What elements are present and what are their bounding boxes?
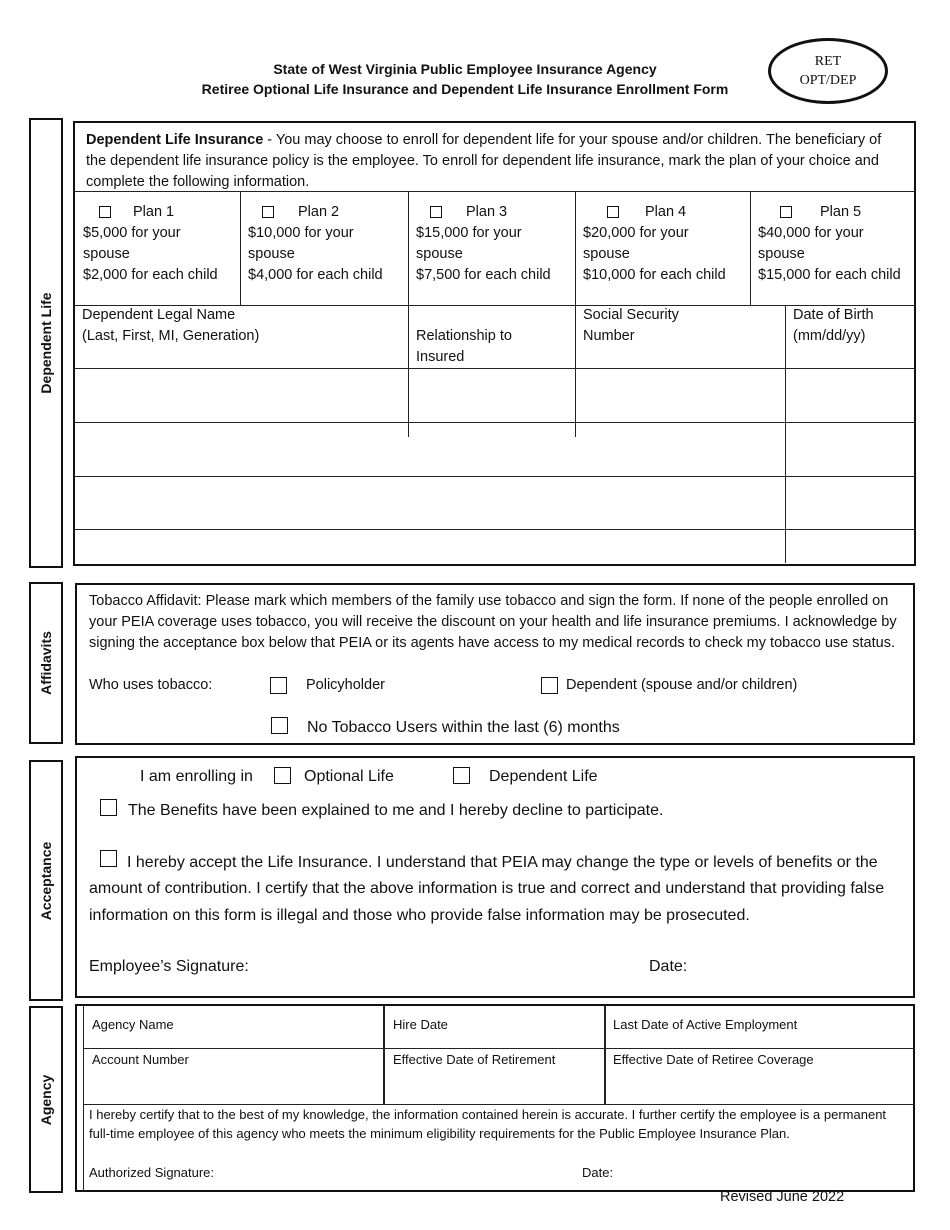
plan-spouse-label: spouse — [758, 246, 805, 262]
section-label-agency — [29, 1006, 63, 1193]
relationship-input[interactable] — [409, 477, 575, 529]
plan-child-amount: $15,000 for each child — [758, 267, 901, 283]
column-relationship-line2: Insured — [416, 349, 465, 365]
decline-checkbox[interactable] — [100, 799, 117, 816]
section-label-acceptance — [29, 760, 63, 1001]
dependent-name-input[interactable] — [75, 423, 408, 476]
effective-coverage-label: Effective Date of Retiree Coverage — [613, 1052, 814, 1067]
policyholder-tobacco-checkbox[interactable] — [270, 677, 287, 694]
dependent-intro-text: - You may choose to enroll for dependent life for your spouse and/or children. The beneficiary of the dependent life insurance policy is the employee. To enroll for dependent life insurance, mark the plan of your choice and complete the following information. — [86, 132, 882, 190]
column-dob — [793, 305, 874, 347]
agency-certification-text: I hereby certify that to the best of my knowledge, the information contained herein is accurate. I further certify the employee is a permanent full-time employee of this agency who meets the minimum eligibility requirements for the Public Employee Insurance Plan. — [89, 1107, 887, 1141]
column-relationship — [416, 326, 512, 368]
section-title-affidavits: Affidavits — [38, 631, 54, 695]
plan-name: Plan 5 — [820, 204, 862, 220]
plan-name: Plan 4 — [645, 204, 687, 220]
plan-spouse-label: spouse — [248, 246, 295, 262]
column-relationship-line1: Relationship to — [416, 328, 512, 344]
no-tobacco-label: No Tobacco Users within the last (6) months — [307, 719, 620, 736]
relationship-input[interactable] — [409, 369, 575, 422]
plan-child-amount: $4,000 for each child — [248, 267, 383, 283]
plan-spouse-amount: $10,000 for your — [248, 225, 354, 241]
effective-retirement-label: Effective Date of Retirement — [393, 1052, 556, 1067]
who-uses-tobacco-label: Who uses tobacco: — [89, 677, 213, 693]
plan-option[interactable] — [416, 202, 551, 286]
plan-child-amount: $10,000 for each child — [583, 267, 726, 283]
employee-date-label: Date: — [649, 958, 688, 975]
column-dependent-name-line1: Dependent Legal Name — [82, 307, 236, 323]
plan-child-amount: $2,000 for each child — [83, 267, 218, 283]
revision-date: Revised June 2022 — [720, 1189, 845, 1205]
column-ssn-line1: Social Security — [583, 307, 679, 323]
dependent-life-section — [73, 121, 916, 566]
employee-date-field[interactable] — [697, 954, 897, 980]
optional-life-checkbox[interactable] — [274, 767, 291, 784]
employee-signature-label: Employee’s Signature: — [89, 958, 249, 975]
relationship-input[interactable] — [409, 423, 575, 476]
account-number-label: Account Number — [92, 1052, 189, 1067]
employee-signature-field[interactable] — [277, 954, 637, 980]
column-dependent-name — [82, 305, 259, 347]
section-title-acceptance: Acceptance — [38, 841, 54, 920]
plan-3-checkbox[interactable] — [430, 206, 442, 218]
plan-spouse-label: spouse — [83, 246, 130, 262]
dob-input[interactable] — [786, 477, 914, 529]
plan-spouse-amount: $15,000 for your — [416, 225, 522, 241]
plan-spouse-amount: $5,000 for your — [83, 225, 181, 241]
dependent-name-input[interactable] — [75, 477, 408, 529]
column-ssn-line2: Number — [583, 328, 635, 344]
dependent-life-label: Dependent Life — [489, 768, 598, 785]
agency-date-field[interactable] — [622, 1162, 822, 1184]
authorized-signature-label: Authorized Signature: — [89, 1165, 215, 1180]
last-active-date-label: Last Date of Active Employment — [613, 1017, 798, 1032]
section-title-dependent-life: Dependent Life — [38, 292, 54, 394]
relationship-input[interactable] — [409, 530, 575, 564]
dependent-tobacco-label: Dependent (spouse and/or children) — [566, 677, 798, 693]
agency-section — [75, 1004, 915, 1192]
plan-name: Plan 1 — [133, 204, 175, 220]
dependent-tobacco-checkbox[interactable] — [541, 677, 558, 694]
enrolling-label: I am enrolling in — [140, 768, 253, 785]
plan-4-checkbox[interactable] — [607, 206, 619, 218]
section-label-affidavits — [29, 582, 63, 744]
plan-option[interactable] — [583, 202, 726, 286]
ssn-input[interactable] — [576, 369, 785, 422]
plan-2-checkbox[interactable] — [262, 206, 274, 218]
plan-spouse-label: spouse — [583, 246, 630, 262]
hire-date-label: Hire Date — [393, 1017, 448, 1032]
affidavit-section — [75, 583, 915, 745]
plan-option[interactable] — [758, 202, 901, 286]
form-title: Retiree Optional Life Insurance and Dependent Life Insurance Enrollment Form — [201, 81, 729, 97]
plan-option[interactable] — [248, 202, 383, 286]
dependent-intro — [86, 130, 901, 193]
dependent-life-checkbox[interactable] — [453, 767, 470, 784]
tobacco-affidavit-text: Tobacco Affidavit: Please mark which members of the family use tobacco and sign the form. If none of the people enrolled on your PEIA coverage uses tobacco, you will receive the discount on your health and life insurance premiums. I acknowledge by signing the acceptance box below that PEIA or its agents have access to my medical records to check my tobacco use status. — [89, 593, 897, 651]
plan-name: Plan 3 — [466, 204, 508, 220]
policyholder-label: Policyholder — [306, 677, 385, 693]
plan-5-checkbox[interactable] — [780, 206, 792, 218]
dependent-name-input[interactable] — [75, 530, 408, 564]
plan-child-amount: $7,500 for each child — [416, 267, 551, 283]
ssn-input[interactable] — [576, 530, 785, 564]
column-dob-line2: (mm/dd/yy) — [793, 328, 866, 344]
authorized-signature-field[interactable] — [237, 1162, 567, 1184]
decline-statement: The Benefits have been explained to me and I hereby decline to participate. — [128, 802, 664, 819]
column-ssn — [583, 305, 679, 347]
plan-name: Plan 2 — [298, 204, 340, 220]
dependent-intro-heading: Dependent Life Insurance — [86, 132, 264, 148]
section-title-agency: Agency — [38, 1074, 54, 1125]
ssn-input[interactable] — [576, 423, 785, 476]
plan-spouse-amount: $40,000 for your — [758, 225, 864, 241]
dob-input[interactable] — [786, 423, 914, 476]
acceptance-section — [75, 756, 915, 998]
column-dob-line1: Date of Birth — [793, 307, 874, 323]
plan-1-checkbox[interactable] — [99, 206, 111, 218]
agency-date-label: Date: — [582, 1165, 614, 1180]
plan-option[interactable] — [83, 202, 218, 286]
form-code-badge — [768, 38, 888, 104]
accept-statement: I hereby accept the Life Insurance. I understand that PEIA may change the type or levels of benefits or the amount of contribution. I certify that the above information is true and correct and understand that providing false information on this form is illegal and those who provide false information may be prosecuted. — [89, 854, 885, 924]
plan-spouse-label: spouse — [416, 246, 463, 262]
column-dependent-name-line2: (Last, First, MI, Generation) — [82, 328, 260, 344]
plan-spouse-amount: $20,000 for your — [583, 225, 689, 241]
agency-name-label: Agency Name — [92, 1017, 174, 1032]
section-label-dependent-life — [29, 118, 63, 568]
ssn-input[interactable] — [576, 477, 785, 529]
optional-life-label: Optional Life — [304, 768, 394, 785]
form-agency-title: State of West Virginia Public Employee Insurance Agency — [273, 61, 657, 77]
form-code-line2: OPT/DEP — [799, 73, 857, 88]
dependent-name-input[interactable] — [75, 369, 408, 422]
no-tobacco-checkbox[interactable] — [271, 717, 288, 734]
dob-input[interactable] — [786, 530, 914, 564]
form-code-line1: RET — [814, 54, 842, 69]
dob-input[interactable] — [786, 369, 914, 422]
